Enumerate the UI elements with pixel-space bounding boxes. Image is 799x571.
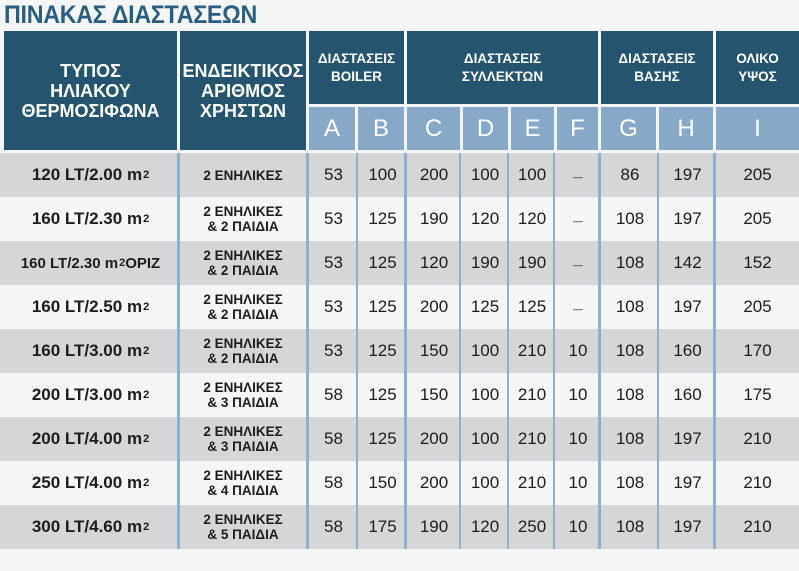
row-type (4, 505, 177, 549)
column-divider (404, 285, 407, 329)
cell-g: 108 (615, 209, 645, 228)
column-divider (713, 373, 716, 417)
cell-d: 190 (470, 253, 500, 272)
cell-i: 210 (743, 473, 772, 492)
table-row (0, 373, 799, 417)
header-boiler: ΔΙΑΣΤΑΣΕΙΣ BOILER (309, 31, 404, 104)
column-divider (553, 417, 555, 461)
cell-e: 190 (517, 253, 547, 272)
row-users: 2 ΕΝΗΛΙΚΕΣ & 2 ΠΑΙΔΙΑ (203, 336, 283, 366)
column-divider (598, 153, 601, 197)
column-divider (657, 241, 659, 285)
row-type-superscript: 2 (143, 389, 150, 401)
column-divider (356, 329, 358, 373)
cell-h: 160 (673, 341, 702, 360)
cell-g: 108 (615, 429, 645, 448)
column-divider (404, 197, 407, 241)
cell-b: 175 (368, 517, 397, 536)
column-divider (657, 417, 659, 461)
column-divider (404, 461, 407, 505)
column-divider (356, 373, 358, 417)
cell-c: 200 (419, 297, 449, 316)
row-type-label: 160 LT/2.50 m (31, 297, 143, 316)
cell-i: 205 (743, 297, 772, 316)
column-divider (177, 329, 180, 373)
column-divider (553, 329, 555, 373)
row-users: 2 ΕΝΗΛΙΚΕΣ & 2 ΠΑΙΔΙΑ (203, 204, 283, 234)
column-letter-e: E (511, 107, 554, 150)
cell-b: 125 (368, 385, 397, 404)
table-row (0, 461, 799, 505)
header-base: ΔΙΑΣΤΑΣΕΙΣ ΒΑΣΗΣ (601, 31, 713, 104)
row-type (4, 285, 177, 329)
cell-h: 197 (673, 297, 702, 316)
table-row (0, 285, 799, 329)
cell-e: 250 (517, 517, 547, 536)
table-row (0, 505, 799, 549)
column-divider (459, 373, 461, 417)
cell-h: 197 (673, 429, 702, 448)
column-letter-b: B (358, 107, 404, 150)
column-divider (356, 505, 358, 549)
column-divider (306, 373, 309, 417)
column-divider (713, 241, 716, 285)
cell-h: 197 (673, 165, 702, 184)
cell-d: 125 (470, 297, 500, 316)
cell-c: 150 (419, 385, 449, 404)
row-type-suffix: ΟΡΙΖ (125, 254, 161, 272)
column-divider (598, 505, 601, 549)
column-letter-f: F (557, 107, 598, 150)
column-divider (598, 285, 601, 329)
cell-a: 58 (324, 429, 343, 448)
cell-e: 210 (517, 341, 547, 360)
column-divider (657, 373, 659, 417)
dimensions-table (0, 153, 799, 549)
row-type-label: 160 LT/2.30 m (31, 209, 143, 228)
column-divider (459, 505, 461, 549)
column-divider (306, 505, 309, 549)
header-total-height: ΟΛΙΚΟ ΥΨΟΣ (716, 31, 799, 104)
cell-c: 200 (419, 429, 449, 448)
cell-i: 205 (743, 165, 772, 184)
cell-i: 205 (743, 209, 772, 228)
cell-a: 53 (324, 297, 343, 316)
cell-a: 53 (324, 209, 343, 228)
cell-g: 86 (620, 165, 640, 184)
row-type-label: 300 LT/4.60 m (31, 517, 143, 536)
row-type-label: 160 LT/2.30 m (20, 254, 119, 272)
cell-e: 210 (517, 429, 547, 448)
column-divider (177, 285, 180, 329)
cell-a: 58 (324, 517, 343, 536)
column-divider (306, 285, 309, 329)
column-divider (177, 461, 180, 505)
cell-h: 142 (673, 253, 702, 272)
row-type-label: 200 LT/4.00 m (31, 429, 143, 448)
column-divider (553, 285, 555, 329)
row-type (4, 153, 177, 197)
cell-c: 200 (419, 473, 449, 492)
cell-a: 58 (324, 385, 343, 404)
cell-e: 210 (517, 473, 547, 492)
column-divider (657, 197, 659, 241)
column-letter-a: A (309, 107, 355, 150)
column-divider (177, 505, 180, 549)
column-divider (459, 417, 461, 461)
column-divider (553, 153, 555, 197)
cell-i: 210 (743, 429, 772, 448)
column-divider (657, 285, 659, 329)
cell-f: _ (573, 249, 583, 268)
row-type (4, 197, 177, 241)
column-divider (356, 417, 358, 461)
cell-i: 170 (743, 341, 772, 360)
cell-e: 120 (517, 209, 547, 228)
column-divider (713, 505, 716, 549)
cell-a: 53 (324, 341, 343, 360)
cell-h: 197 (673, 209, 702, 228)
cell-f: 10 (568, 385, 588, 404)
cell-c: 190 (419, 517, 449, 536)
cell-e: 125 (517, 297, 547, 316)
cell-f: 10 (568, 429, 588, 448)
cell-c: 150 (419, 341, 449, 360)
row-type-superscript: 2 (119, 257, 126, 269)
cell-b: 125 (368, 429, 397, 448)
column-divider (507, 197, 509, 241)
cell-f: _ (573, 293, 583, 312)
column-divider (459, 461, 461, 505)
column-divider (553, 373, 555, 417)
column-divider (459, 153, 461, 197)
cell-e: 210 (517, 385, 547, 404)
column-divider (507, 153, 509, 197)
row-type-superscript: 2 (143, 433, 150, 445)
cell-g: 108 (615, 385, 645, 404)
cell-d: 120 (470, 517, 500, 536)
cell-d: 100 (470, 385, 500, 404)
cell-b: 125 (368, 253, 397, 272)
column-divider (713, 285, 716, 329)
column-divider (507, 461, 509, 505)
cell-i: 152 (743, 253, 772, 272)
cell-b: 150 (368, 473, 397, 492)
cell-h: 160 (673, 385, 702, 404)
column-divider (404, 329, 407, 373)
row-type (4, 373, 177, 417)
column-divider (713, 461, 716, 505)
cell-f: _ (573, 161, 583, 180)
cell-b: 125 (368, 341, 397, 360)
table-row (0, 153, 799, 197)
cell-c: 120 (419, 253, 449, 272)
column-divider (598, 197, 601, 241)
column-divider (306, 241, 309, 285)
column-divider (459, 241, 461, 285)
column-divider (657, 329, 659, 373)
cell-f: 10 (568, 341, 588, 360)
column-divider (459, 285, 461, 329)
row-type-label: 120 LT/2.00 m (31, 165, 143, 184)
column-divider (657, 153, 659, 197)
column-divider (404, 373, 407, 417)
cell-b: 125 (368, 297, 397, 316)
column-divider (507, 373, 509, 417)
row-type-superscript: 2 (143, 345, 150, 357)
cell-g: 108 (615, 297, 645, 316)
column-divider (598, 417, 601, 461)
column-divider (177, 373, 180, 417)
row-users: 2 ΕΝΗΛΙΚΕΣ & 4 ΠΑΙΔΙΑ (203, 468, 283, 498)
column-letter-h: H (659, 107, 713, 150)
column-divider (553, 461, 555, 505)
column-divider (713, 417, 716, 461)
cell-h: 197 (673, 473, 702, 492)
column-divider (553, 505, 555, 549)
column-divider (598, 461, 601, 505)
column-divider (713, 197, 716, 241)
cell-i: 210 (743, 517, 772, 536)
row-type-superscript: 2 (143, 213, 150, 225)
column-divider (177, 417, 180, 461)
column-divider (507, 417, 509, 461)
table-row (0, 197, 799, 241)
row-type (4, 329, 177, 373)
column-divider (598, 373, 601, 417)
column-divider (404, 153, 407, 197)
row-users: 2 ΕΝΗΛΙΚΕΣ & 2 ΠΑΙΔΙΑ (203, 292, 283, 322)
column-divider (598, 241, 601, 285)
cell-d: 100 (470, 429, 500, 448)
column-divider (356, 285, 358, 329)
column-divider (459, 197, 461, 241)
row-type-label: 250 LT/4.00 m (31, 473, 143, 492)
column-divider (404, 241, 407, 285)
column-divider (459, 329, 461, 373)
cell-d: 100 (470, 165, 500, 184)
table-row (0, 241, 799, 285)
column-divider (306, 153, 309, 197)
cell-g: 108 (615, 253, 645, 272)
column-letter-d: D (463, 107, 508, 150)
cell-g: 108 (615, 341, 645, 360)
cell-d: 100 (470, 341, 500, 360)
cell-g: 108 (615, 517, 645, 536)
cell-f: 10 (568, 517, 588, 536)
column-divider (356, 153, 358, 197)
row-users: 2 ΕΝΗΛΙΚΕΣ & 5 ΠΑΙΔΙΑ (203, 512, 283, 542)
column-letter-c: C (407, 107, 460, 150)
column-divider (356, 197, 358, 241)
column-letter-i: I (716, 107, 799, 150)
row-type-label: 200 LT/3.00 m (31, 385, 143, 404)
column-divider (507, 329, 509, 373)
cell-d: 100 (470, 473, 500, 492)
column-divider (306, 197, 309, 241)
row-type-superscript: 2 (143, 169, 150, 181)
column-divider (306, 461, 309, 505)
column-divider (553, 197, 555, 241)
cell-e: 100 (517, 165, 547, 184)
column-divider (507, 505, 509, 549)
header-users: ΕΝΔΕΙΚΤΙΚΟΣ ΑΡΙΘΜΟΣ ΧΡΗΣΤΩΝ (180, 31, 306, 150)
cell-i: 175 (743, 385, 772, 404)
row-type-superscript: 2 (143, 521, 150, 533)
header-collectors: ΔΙΑΣΤΑΣΕΙΣ ΣΥΛΛΕΚΤΩΝ (407, 31, 598, 104)
table-row (0, 417, 799, 461)
row-users: 2 ΕΝΗΛΙΚΕΣ & 3 ΠΑΙΔΙΑ (203, 380, 283, 410)
column-divider (507, 241, 509, 285)
column-divider (657, 461, 659, 505)
column-divider (177, 241, 180, 285)
column-divider (306, 329, 309, 373)
column-divider (404, 417, 407, 461)
cell-g: 108 (615, 473, 645, 492)
row-users: 2 ΕΝΗΛΙΚΕΣ & 3 ΠΑΙΔΙΑ (203, 424, 283, 454)
page-title: ΠΙΝΑΚΑΣ ΔΙΑΣΤΑΣΕΩΝ (4, 1, 258, 29)
column-divider (356, 241, 358, 285)
header-type: ΤΥΠΟΣ ΗΛΙΑΚΟΥ ΘΕΡΜΟΣΙΦΩΝΑ (4, 31, 177, 150)
cell-b: 125 (368, 209, 397, 228)
row-type (4, 417, 177, 461)
column-letter-g: G (601, 107, 656, 150)
cell-a: 53 (324, 165, 343, 184)
cell-f: _ (573, 205, 583, 224)
column-divider (598, 329, 601, 373)
cell-b: 100 (368, 165, 397, 184)
column-divider (177, 153, 180, 197)
cell-f: 10 (568, 473, 588, 492)
cell-a: 58 (324, 473, 343, 492)
row-users: 2 ΕΝΗΛΙΚΕΣ (203, 167, 283, 183)
row-type (4, 461, 177, 505)
table-row (0, 329, 799, 373)
cell-d: 120 (470, 209, 500, 228)
cell-a: 53 (324, 253, 343, 272)
row-users: 2 ΕΝΗΛΙΚΕΣ & 2 ΠΑΙΔΙΑ (203, 248, 283, 278)
column-divider (553, 241, 555, 285)
row-type-label: 160 LT/3.00 m (31, 341, 143, 360)
column-divider (713, 153, 716, 197)
row-type (4, 241, 177, 285)
column-divider (657, 505, 659, 549)
column-divider (177, 197, 180, 241)
cell-c: 200 (419, 165, 449, 184)
row-type-superscript: 2 (143, 477, 150, 489)
column-divider (404, 505, 407, 549)
column-divider (507, 285, 509, 329)
column-divider (356, 461, 358, 505)
column-divider (306, 417, 309, 461)
column-divider (713, 329, 716, 373)
cell-h: 197 (673, 517, 702, 536)
cell-c: 190 (419, 209, 449, 228)
row-type-superscript: 2 (143, 301, 150, 313)
